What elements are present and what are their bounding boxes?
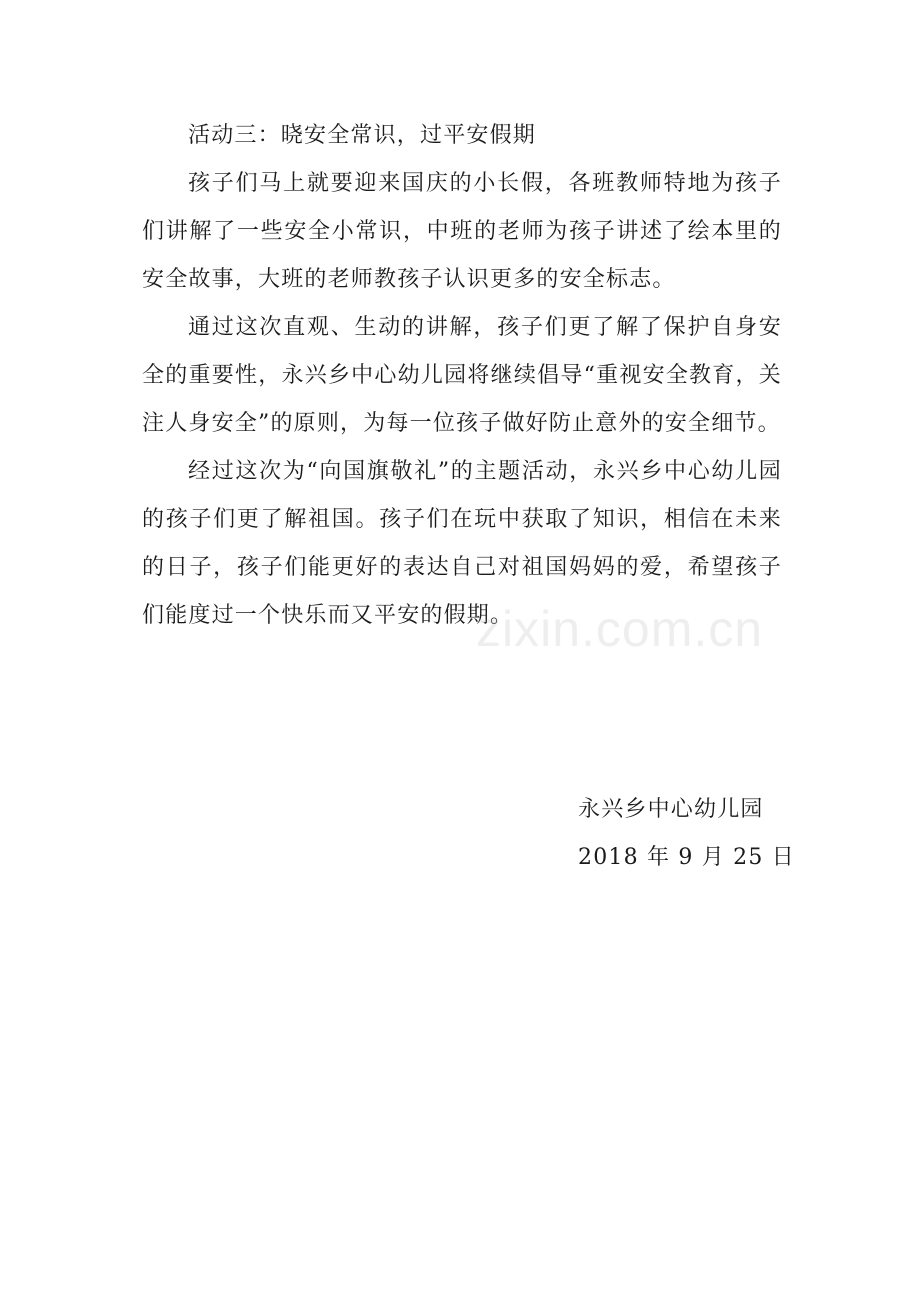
section-heading: 活动三：晓安全常识，过平安假期 [188, 123, 537, 148]
signature-organization: 永兴乡中心幼儿园 [578, 797, 764, 822]
signature-date: 2018 年 9 月 25 日 [578, 845, 795, 870]
signature-block [578, 786, 798, 882]
document-body [142, 112, 782, 640]
paragraph-3: 经过这次为“向国旗敬礼”的主题活动，永兴乡中心幼儿园的孩子们更了解祖国。孩子们在玩中获取了知识，相信在未来的日子，孩子们能更好的表达自己对祖国妈妈的爱，希望孩子们能度过一个快乐而又平安的假期。 [142, 459, 782, 628]
paragraph-2: 通过这次直观、生动的讲解，孩子们更了解了保护自身安全的重要性，永兴乡中心幼儿园将继续倡导“重视安全教育，关注人身安全”的原则，为每一位孩子做好防止意外的安全细节。 [142, 315, 782, 436]
paragraph-1: 孩子们马上就要迎来国庆的小长假，各班教师特地为孩子们讲解了一些安全小常识，中班的老师为孩子讲述了绘本里的安全故事，大班的老师教孩子认识更多的安全标志。 [142, 171, 782, 292]
watermark: zixin.com.cn [476, 601, 764, 657]
